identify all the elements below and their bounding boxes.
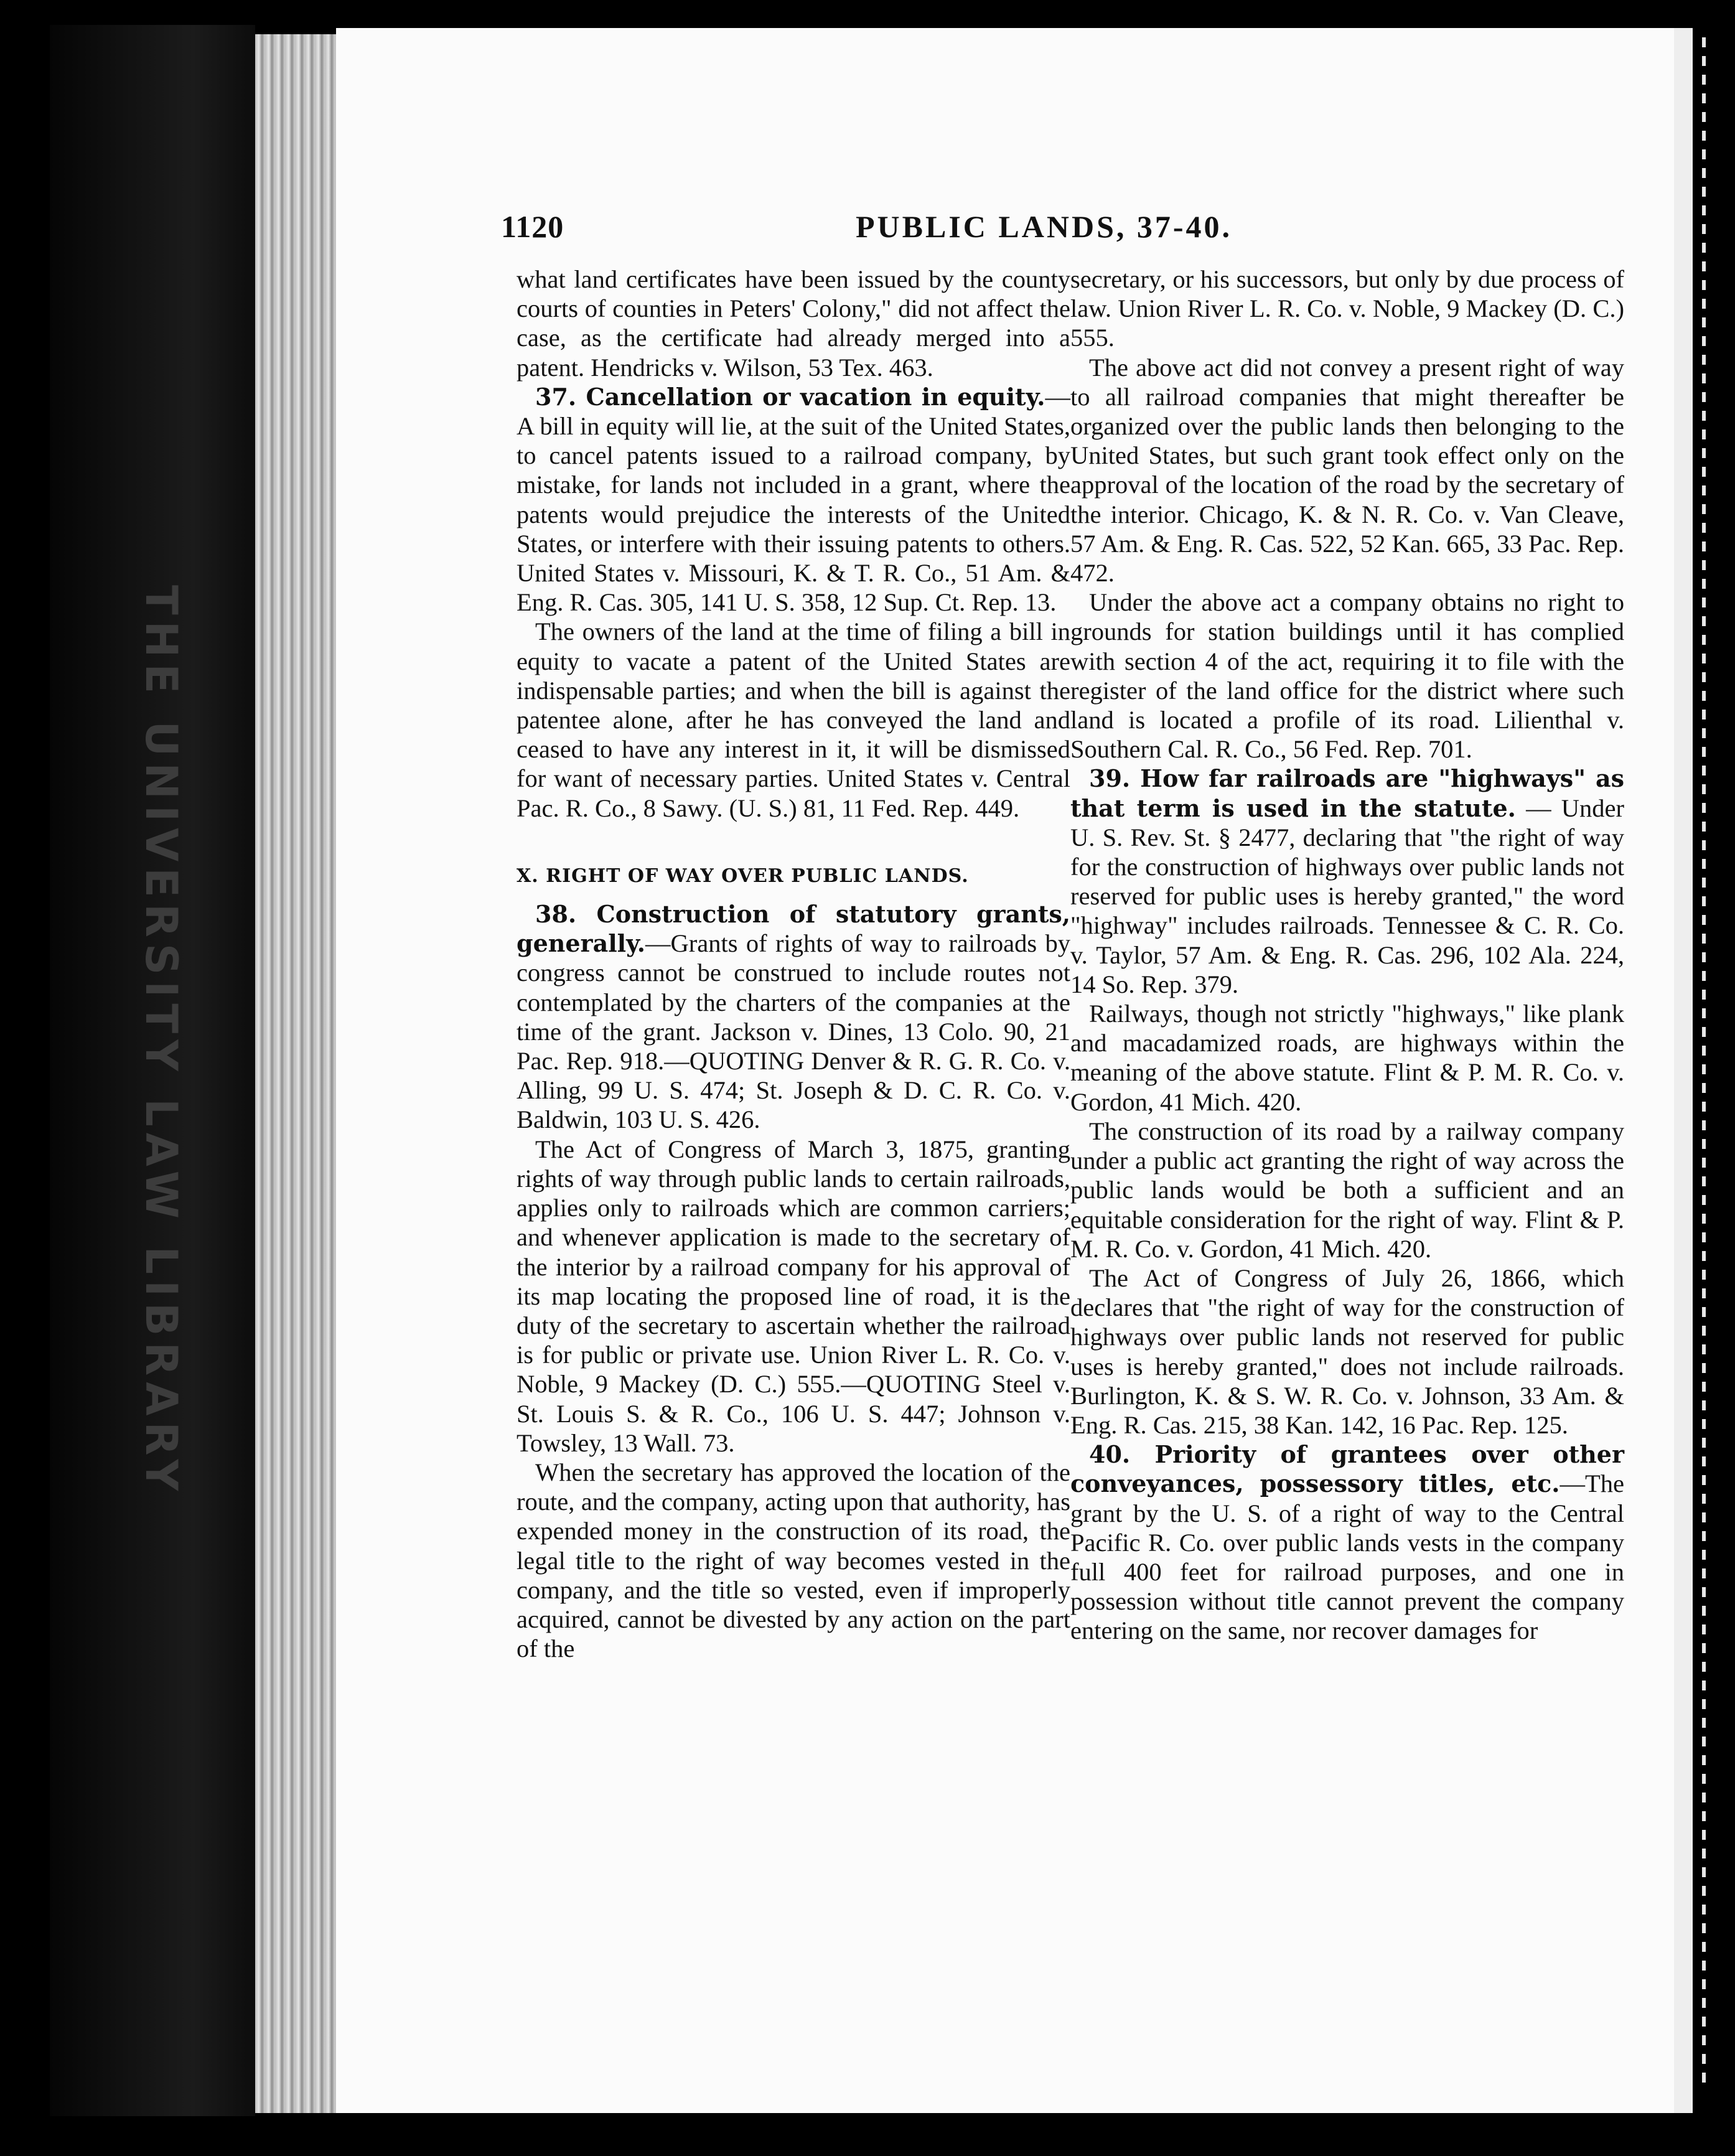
running-head: PUBLIC LANDS, 37-40. (856, 209, 1233, 244)
paragraph: The above act did not convey a present right of way to all railroad companies that might thereafter be organized over the public lands then belonging to the United States, but such grant took effect only on the approval of the location of the road by the secretary of the interior. Chicago, K. & N. R. Co. v. Van Cleave, 57 Am. & Eng. R. Cas. 522, 52 Kan. 665, 33 Pac. Rep. 472. (1070, 353, 1624, 588)
paragraph: what land certificates have been issued by the county courts of counties in Peters' Colony," did not affect the case, as the certificate had already merged into a patent. Hendricks v. Wilson, 53 Tex. 463. (517, 265, 1070, 382)
paragraph: Under the above act a company obtains no right to grounds for station buildings until it has complied with section 4 of the act, requiring it to file with the register of the land office for the district where such land is located a profile of its road. Lilienthal v. Southern Cal. R. Co., 56 Fed. Rep. 701. (1070, 588, 1624, 764)
section-37: 37. Cancellation or vacation in equity.—A bill in equity will lie, at the suit of the United States, to cancel patents issued to a railroad company, by mistake, for lands not included in a grant, where the patents would prejudice the interests of the United States, or interfere with their issuing patents to others. United States v. Missouri, K. & T. R. Co., 51 Am. & Eng. R. Cas. 305, 141 U. S. 358, 12 Sup. Ct. Rep. 13. (517, 382, 1070, 617)
section-title: 38. Construction of statutory grants, generally. (517, 900, 1070, 958)
paragraph: The Act of Congress of March 3, 1875, granting rights of way through public lands to certain railroads, applies only to railroads which are common carriers; and whenever application is made to the secretary of the interior by a railroad company for his approval of its map locating the proposed line of road, it is the duty of the secretary to ascertain whether the railroad is for public or private use. Union River L. R. Co. v. Noble, 9 Mackey (D. C.) 555.—QUOTING Steel v. St. Louis S. & R. Co., 106 U. S. 447; Johnson v. Towsley, 13 Wall. 73. (517, 1135, 1070, 1457)
section-title: 37. Cancellation or vacation in equity. (535, 382, 1045, 411)
section-38: 38. Construction of statutory grants, generally.—Grants of rights of way to railroads by congress cannot be construed to include routes not contemplated by the charters of the companies at the time of the grant. Jackson v. Dines, 13 Colo. 90, 21 Pac. Rep. 918.—QUOTING Denver & R. G. R. Co. v. Alling, 99 U. S. 474; St. Joseph & D. C. R. Co. v. Baldwin, 103 U. S. 426. (517, 900, 1070, 1134)
spine-stamp: THE UNIVERSITY LAW LIBRARY (136, 585, 187, 1497)
page-number: 1120 (501, 209, 564, 244)
chapter-heading: X. RIGHT OF WAY OVER PUBLIC LANDS. (517, 865, 969, 887)
paragraph: Railways, though not strictly "highways," like plank and macadamized roads, are highways within the meaning of the above statute. Flint & P. M. R. Co. v. Gordon, 41 Mich. 420. (1070, 1000, 1624, 1116)
paragraph: secretary, or his successors, but only by due process of law. Union River L. R. Co. v. Noble, 9 Mackey (D. C.) 555. (1070, 265, 1624, 352)
right-column (1070, 265, 1624, 1646)
section-title: 40. Priority of grantees over other conveyances, possessory titles, etc. (1070, 1440, 1624, 1498)
left-column (517, 265, 1070, 1663)
section-title: 39. How far railroads are "highways" as that term is used in the statute. (1070, 764, 1624, 822)
background-right (1693, 0, 1735, 2156)
paragraph: The Act of Congress of July 26, 1866, which declares that "the right of way for the construction of highways over public lands not reserved for public uses is hereby granted," does not include railroads. Burlington, K. & S. W. R. Co. v. Johnson, 33 Am. & Eng. R. Cas. 215, 38 Kan. 142, 16 Pac. Rep. 125. (1070, 1263, 1624, 1439)
section-40: 40. Priority of grantees over other conveyances, possessory titles, etc.—The grant by the U. S. of a right of way to the Central Pacific R. Co. over public lands vests in the company full 400 feet for railroad purposes, and one in possession without title cannot prevent the company entering on the same, nor recover damages for (1070, 1440, 1624, 1645)
paragraph: When the secretary has approved the location of the route, and the company, acting upon that authority, has expended money in the construction of its road, the legal title to the right of way becomes vested in the company, and the title so vested, even if improperly acquired, cannot be divested by any action on the part of the (517, 1458, 1070, 1663)
page-edges (255, 34, 336, 2113)
next-page-edge (1674, 28, 1693, 2113)
binding-stitch (1702, 37, 1706, 2091)
page-header (336, 209, 1674, 258)
page (336, 28, 1674, 2113)
section-39: 39. How far railroads are "highways" as that term is used in the statute. — Under U. S. Rev. St. § 2477, declaring that "the right of way for the construction of highways over public lands not reserved for public uses is hereby granted," the word "highway" includes railroads. Tennessee & C. R. Co. v. Taylor, 57 Am. & Eng. R. Cas. 296, 102 Ala. 224, 14 So. Rep. 379. (1070, 764, 1624, 998)
paragraph: The construction of its road by a railway company under a public act granting the right of way across the public lands would be both a sufficient and an equitable consideration for the right of way. Flint & P. M. R. Co. v. Gordon, 41 Mich. 420. (1070, 1117, 1624, 1263)
paragraph: The owners of the land at the time of filing a bill in equity to vacate a patent of the United States are indispensable parties; and when the bill is against the patentee alone, after he has conveyed the land and ceased to have any interest in it, it will be dismissed for want of necessary parties. United States v. Central Pac. R. Co., 8 Sawy. (U. S.) 81, 11 Fed. Rep. 449. (517, 617, 1070, 822)
